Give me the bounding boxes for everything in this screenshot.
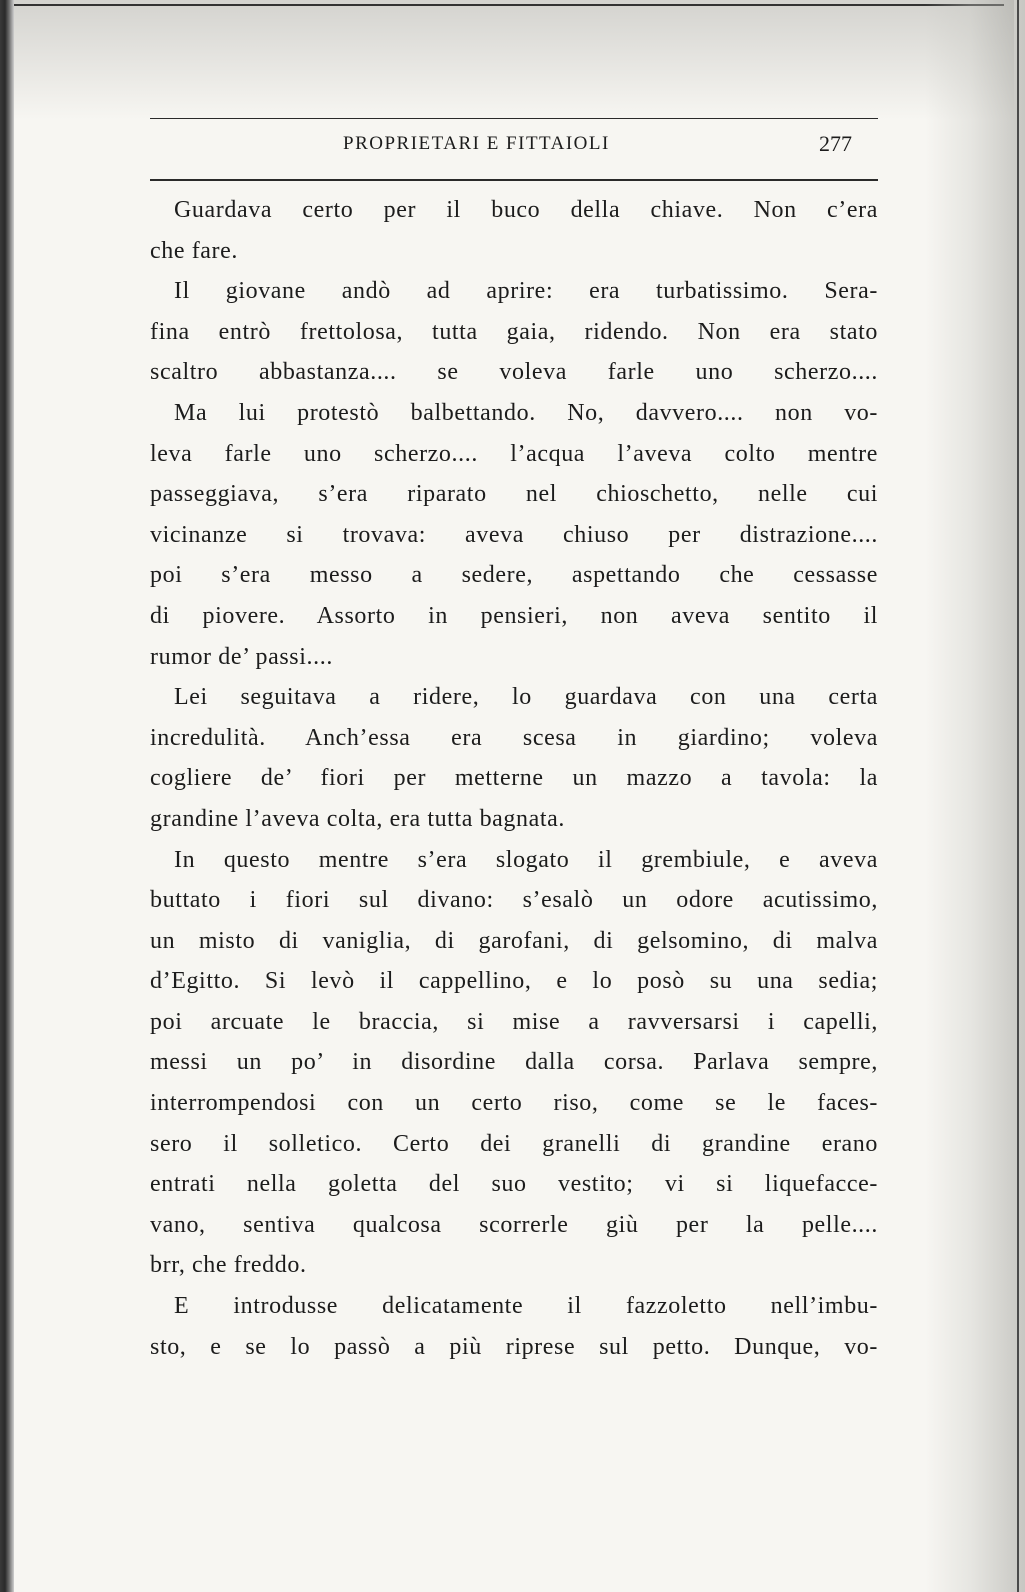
text-line: Lei seguitava a ridere, lo guardava con una certa	[174, 684, 878, 711]
text-line: fina entrò frettolosa, tutta gaia, ridendo. Non era stato	[150, 318, 878, 345]
text-line: buttato i fiori sul divano: s’esalò un odore acutissimo,	[150, 887, 878, 914]
page-header	[150, 118, 878, 181]
running-title: PROPRIETARI E FITTAIOLI	[343, 133, 610, 154]
text-line: leva farle uno scherzo.... l’acqua l’aveva colto mentre	[150, 440, 878, 467]
text-line: Ma lui protestò balbettando. No, davvero.... non vo-	[174, 399, 878, 426]
text-line: In questo mentre s’era slogato il grembiule, e aveva	[174, 846, 878, 873]
text-line: passeggiava, s’era riparato nel chioschetto, nelle cui	[150, 481, 878, 508]
text-line: di piovere. Assorto in pensieri, non aveva sentito il	[150, 602, 878, 629]
text-line: messi un po’ in disordine dalla corsa. Parlava sempre,	[150, 1049, 878, 1076]
text-line: entrati nella goletta del suo vestito; vi si liquefacce-	[150, 1171, 878, 1198]
page-number: 277	[819, 131, 852, 156]
scan-top-edge	[14, 4, 1004, 6]
text-line: Il giovane andò ad aprire: era turbatissimo. Sera-	[174, 278, 878, 305]
text-line: poi s’era messo a sedere, aspettando che cessasse	[150, 562, 878, 589]
body-text	[150, 190, 878, 1367]
text-line: rumor de’ passi....	[150, 643, 333, 670]
text-line: un misto di vaniglia, di garofani, di gelsomino, di malva	[150, 927, 878, 954]
text-line: E introdusse delicatamente il fazzoletto nell’imbu-	[174, 1293, 878, 1320]
scan-right-edge	[925, 0, 1025, 1592]
text-line: grandine l’aveva colta, era tutta bagnata.	[150, 805, 566, 832]
text-line: poi arcuate le braccia, si mise a ravversarsi i capelli,	[150, 1008, 878, 1035]
text-line: sto, e se lo passò a più riprese sul petto. Dunque, vo-	[150, 1333, 878, 1360]
text-line: brr, che freddo.	[150, 1252, 307, 1279]
text-line: cogliere de’ fiori per metterne un mazzo a tavola: la	[150, 765, 878, 792]
text-line: vicinanze si trovava: aveva chiuso per distrazione....	[150, 521, 878, 548]
text-line: incredulità. Anch’essa era scesa in giardino; voleva	[150, 724, 878, 751]
text-line: scaltro abbastanza.... se voleva farle uno scherzo....	[150, 359, 878, 386]
text-line: vano, sentiva qualcosa scorrerle giù per la pelle....	[150, 1211, 878, 1238]
text-line: interrompendosi con un certo riso, come se le faces-	[150, 1090, 878, 1117]
text-line: che fare.	[150, 237, 238, 264]
text-line: d’Egitto. Si levò il cappellino, e lo posò su una sedia;	[150, 968, 878, 995]
text-line: Guardava certo per il buco della chiave. Non c’era	[174, 197, 878, 223]
scan-top-shadow	[14, 0, 1014, 120]
text-line: sero il solletico. Certo dei granelli di grandine erano	[150, 1130, 878, 1157]
scan-left-edge	[0, 0, 14, 1592]
